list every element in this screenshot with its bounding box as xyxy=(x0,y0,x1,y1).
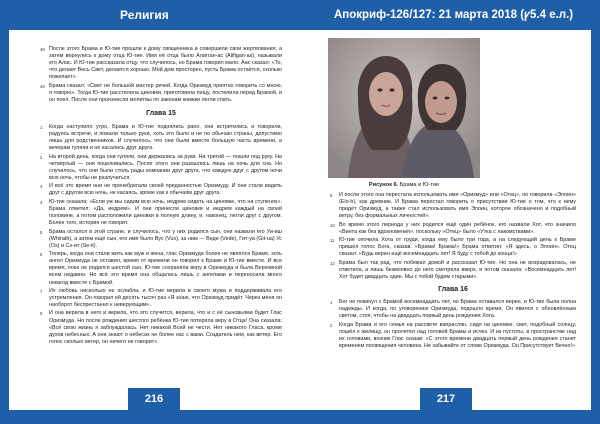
verse-number: 48 xyxy=(40,47,45,52)
verse-text: Бог не покинул с Брамой восемнадцать лет, но Брама оставался верен, и Ю-тие была полна надежды. И когда, по уговорению Оризмуда, подошло время, Он явился с обновлённым светом, стоя, чтобы на двадцать первый день рождения Хота. xyxy=(339,299,576,320)
verse-paragraph xyxy=(330,192,576,220)
verse-number: 4 xyxy=(40,199,43,205)
verse-paragraph xyxy=(40,310,282,345)
verse-paragraph xyxy=(330,237,576,258)
verse-text: Когда Брама и его семья на рассвете вапраслян, сидя на циновке, свет, подобный солнцу, пошёл к жилищу, он пролетел над головой Брамы и исчез. И из пустоты, в пространстве над их головами, возник Глас сказав: «С этого времени двадцать первый день рождения станет временем посвящения человека. Не забывайте от слове Оризмуда. Он Присутствует Вечно!» xyxy=(339,321,576,349)
verse-number: 1 xyxy=(330,300,333,306)
verse-text: Когда наступило утро, Брама и Ю-тие поднялись рано, они встретились и говорили, радуясь встрече, и пожали только руки, хоть это было и не по обычаю страны, допустимо лишь для родственников. И случилось, что они были вместе большую часть времени, а вечерам гуляли и не касались друг друга. xyxy=(49,124,282,152)
page-number: 217 xyxy=(420,388,472,410)
figure-image xyxy=(328,38,480,178)
verse-text: И всё это время они не пренебрегали своей преданностью Оризмуду. И они стали видеть друг с другом всю ночь, не касаясь, кроме как к обычаям друг друга. xyxy=(49,183,282,197)
right-footer-strip xyxy=(300,410,600,424)
right-page-text xyxy=(330,192,576,351)
verse-number: 11 xyxy=(330,238,335,244)
verse-paragraph xyxy=(40,199,282,227)
right-header-bar xyxy=(300,0,600,30)
left-footer-strip xyxy=(0,410,300,424)
verse-text: Во время этого периода у них родился ещё один ребёнок, его назвали Хот, что значило «Винта как без вдохновения», поскольку «Отец» было «Утка с лакомствами». xyxy=(339,221,576,235)
verse-number: 49 xyxy=(40,83,45,89)
figure-caption-text: Брама и Ю-тие xyxy=(398,182,440,188)
verse-paragraph xyxy=(330,299,576,320)
section-title: Религия xyxy=(120,8,169,22)
verse-number: 8 xyxy=(40,311,43,317)
verse-text: Ю-тие опочила Хота от груди, когда ему было три года, а на следующий день к Браме пришёл голос Бога, сказав: «Брама! Брама!» Брама ответил: «Я здесь, о Элоин». Отец сказал: «Будь верен ещё восемнадцать лет! Я буду с тобой до конца!» xyxy=(339,237,576,258)
verse-number: 12 xyxy=(330,260,335,266)
verse-number: 3 xyxy=(40,184,43,190)
left-header-bar xyxy=(0,0,300,30)
verse-text: На второй день, когда они гуляли, они держались за руки. На третий — пошли под руку. На четвёртый — они поцеловались. После этого они разошлись лишь на ночь для сна. Но случилось, что они были столь рады компании друг друга, что каждую друг с другом ночи всю ночь, чтобы не разлучаться. xyxy=(49,153,282,181)
right-side-strip xyxy=(591,30,600,424)
verse-paragraph xyxy=(40,46,282,81)
verse-paragraph xyxy=(330,222,576,236)
verse-paragraph xyxy=(40,83,282,104)
figure-caption-label: Рисунок 6. xyxy=(368,182,399,188)
portrait-illustration xyxy=(328,38,480,178)
verse-number: 2 xyxy=(40,154,43,160)
verse-number: 6 xyxy=(40,252,43,258)
issue-title: Апокриф-126/127: 21 марта 2018 (ꝩ5.4 е.л.) xyxy=(334,9,574,21)
verse-text: После этого Брама и Ю-тие прошли к дому священника и совершили свои жертвования, а затем вернулись к дому отца Ю-тие. Имя её отца было Алигган-ас (Alifigan-as), называли его Алас. И Ю-тие рассказала отцу, что случилось, но Брама говорил мало. Аас сказал: «То, что делает Весь Свет, делается хорошо. Мой дом просторен, пусть Брама остаётся, сколько пожелает». xyxy=(49,46,282,81)
verse-number: 9 xyxy=(330,193,333,198)
verse-text: Ю-тие сказала: «Если уж мы сидим всю ночь, иедрем сидеть на циновке, что на ступенях». Брама ответил: «Да, иедрем». И они принесли циновки и иедрем каждый на своей половине, а потом расположили циновки в полную длину, и, наконец, легли друг с другом. Более того, история не говорит. xyxy=(49,198,282,227)
left-side-strip xyxy=(0,30,9,424)
verse-paragraph xyxy=(40,229,282,250)
verse-paragraph xyxy=(40,251,282,286)
chapter-heading: Глава 15 xyxy=(146,110,176,118)
right-page xyxy=(300,0,600,424)
verse-number: 7 xyxy=(40,288,43,294)
verse-paragraph xyxy=(40,183,282,197)
verse-text: И она верила в него и верила, что это случится, верила, что и с её сыновьями будет Глас Оризмуда. Но после рождения шестого ребёнка Ю-тие потеряла веру в Отца! Она сказала: «Всё свою жизнь я заблуждалась. Нет никакой Всей не чести. Нет никакого Гласа, кроме духов небесных. А они знают о небесах не более нас с вами. Создатель нем, как ветер. Его голос сколько ветер, он ничего не говорит». xyxy=(49,310,282,345)
verse-text: Их любовь нисколько не ослабла, и Ю-тие верила в своего мужа и поддерживала его устремления. Он говорил ей десять тысяч раз «Я знаю, что Оризмуд придёт. Через меня он наоборот беспрестанно к неверующим». xyxy=(49,287,282,309)
chapter-heading: Глава 16 xyxy=(438,286,468,294)
verse-number: 2 xyxy=(330,322,333,328)
verse-paragraph xyxy=(40,124,282,152)
verse-number: 1 xyxy=(40,125,43,131)
verse-text: Брама остался в этой стране, и случилось, что у них родился сын, они назвали его Уи-иш (Whirath), а затем ещё сын, его имя было Вус (Vus), за ним — Веде (Vede), Гит-уа (Git-ua) Ус (Os) и Сэ-ит (Se-it). xyxy=(49,228,282,249)
verse-number: 10 xyxy=(330,222,335,228)
verse-text: Брама был так рад, что побежал домой и рассказал Ю-тие. Но она не возрадовалась, не ответила, а лишь безмолвно до него смотрела вверх, и потом сказала: «Восемнадцать лет! Хот будет двадцать один. Мы с тобой будем старыми». xyxy=(339,259,576,280)
verse-number: 5 xyxy=(40,229,43,235)
verse-text: Теперь, когда они стали жить как муж и жена, глас Оризмуда более не являлся Браме, хоть ангел Оризмуда не оставил, время от времени он говорил к Браме и Ю-тие вместе. И все время, пока не родился шестой сын, Ю-тие сохраняла веру в Оризмуда и была Верховной всем недавно. Но всё это время она общалась лишь с ангелами и переносила много невзгод вместе с Брамой. xyxy=(49,251,282,286)
verse-paragraph xyxy=(330,322,576,350)
figure-caption xyxy=(328,182,480,188)
verse-paragraph xyxy=(330,260,576,281)
verse-paragraph xyxy=(40,288,282,309)
page-number: 216 xyxy=(128,388,180,410)
verse-text: Брама сказал: «Свет не большой мастер речей. Когда Оризмуд приятно говорить со мною, я говорю». Тогда Ю-тие расстелила циновки, приготовила пищу, постелила перед Брамой, и он поел. После они произнесли молитвы по законам книжки легли спать. xyxy=(49,82,282,103)
verse-text: И после этого она перестала использовать имя «Оризмуд» или «Отец», но говорила «Элоин» (Elo-h), как древние. И Брама перестал говорить о присутствии Ю-тие о том, что к нему придёт Оризмуд, а также стал использовать имя Элоин, которое обозначено и подобный ветру, без формальных личностей». xyxy=(339,192,576,220)
left-page-text xyxy=(40,46,282,347)
verse-paragraph xyxy=(40,154,282,182)
